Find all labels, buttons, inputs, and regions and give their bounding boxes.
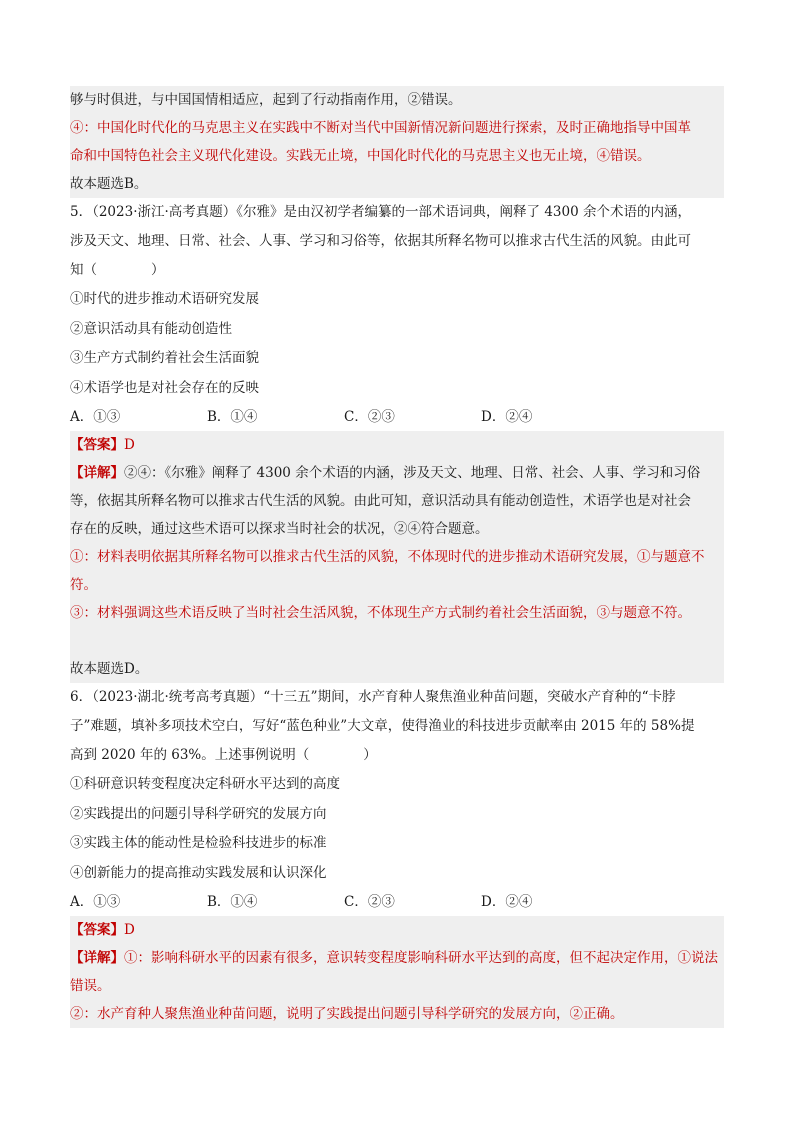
answer-options — [70, 403, 724, 431]
answer-value: D — [124, 437, 135, 453]
question-stem: 高到 2020 年的 63%。上述事例说明（ ） — [70, 747, 377, 763]
explanation-line: ④：中国化时代化的马克思主义在实践中不断对当代中国新情况新问题进行探索，及时正确地指导中国革 — [70, 120, 691, 136]
option-c: C．②③ — [344, 894, 395, 910]
option-d: D．②④ — [481, 409, 533, 425]
detail-line: ①：材料表明依据其所释名物可以推求古代生活的风貌，不体现时代的进步推动术语研究发展，①与题意不 — [70, 549, 705, 565]
conclusion: 故本题选B。 — [70, 176, 148, 192]
option-a: A．①③ — [70, 409, 121, 425]
statement-item: ③实践主体的能动性是检验科技进步的标准 — [70, 835, 327, 851]
question-stem: 5．（2023·浙江·高考真题）《尔雅》是由汉初学者编纂的一部术语词典，阐释了 4300 余个术语的内涵， — [70, 204, 691, 220]
answer-line — [70, 431, 724, 459]
option-d: D．②④ — [481, 894, 533, 910]
detail-line — [70, 944, 724, 972]
question-stem: 涉及天文、地理、日常、社会、人事、学习和习俗等，依据其所释名物可以推求古代生活的风貌。由此可 — [70, 233, 691, 249]
statement-item: ①时代的进步推动术语研究发展 — [70, 291, 259, 307]
statement-item: ④术语学也是对社会存在的反映 — [70, 379, 259, 396]
detail-text: ①：影响科研水平的因素有很多，意识转变程度影响科研水平达到的高度，但不起决定作用，①说法 — [124, 950, 718, 966]
statement-item: ④创新能力的提高推动实践发展和认识深化 — [70, 864, 327, 881]
detail-text: ②④：《尔雅》阐释了 4300 余个术语的内涵，涉及天文、地理、日常、社会、人事、学习和习俗 — [124, 465, 701, 481]
question-stem: 6．（2023·湖北·统考高考真题）“十三五”期间，水产育种人聚焦渔业种苗问题，突破水产育种的“卡脖 — [70, 689, 676, 705]
statement-item: ②实践提出的问题引导科学研究的发展方向 — [70, 805, 327, 822]
question-stem: 知（ ） — [70, 262, 165, 278]
question-5-solution — [70, 431, 724, 683]
detail-line: 错误。 — [70, 978, 111, 994]
detail-line: ②：水产育种人聚焦渔业种苗问题，说明了实践提出问题引导科学研究的发展方向，②正确。 — [70, 1006, 624, 1022]
option-a: A．①③ — [70, 894, 121, 910]
answer-label: 【答案】 — [70, 922, 124, 938]
answer-options — [70, 888, 724, 916]
statement-item: ②意识活动具有能动创造性 — [70, 320, 232, 337]
conclusion: 故本题选D。 — [70, 661, 149, 677]
detail-line: 符。 — [70, 577, 97, 593]
answer-line — [70, 916, 724, 944]
question-5 — [70, 198, 724, 431]
detail-line: 等，依据其所释名物可以推求古代生活的风貌。由此可知，意识活动具有能动创造性，术语学也是对社会 — [70, 493, 691, 509]
detail-line — [70, 459, 724, 487]
detail-line: ③：材料强调这些术语反映了当时社会生活风貌，不体现生产方式制约着社会生活面貌，③与题意不符。 — [70, 605, 691, 621]
explanation-line: 够与时俱进，与中国国情相适应，起到了行动指南作用，②错误。 — [70, 92, 462, 108]
detail-line: 存在的反映，通过这些术语可以探求当时社会的状况，②④符合题意。 — [70, 521, 489, 537]
question-6 — [70, 683, 724, 916]
detail-label: 【详解】 — [70, 465, 124, 481]
blank-line — [70, 627, 724, 655]
option-c: C．②③ — [344, 409, 395, 425]
answer-value: D — [124, 922, 135, 938]
statement-item: ①科研意识转变程度决定科研水平达到的高度 — [70, 776, 340, 792]
option-b: B．①④ — [207, 409, 258, 425]
document-page — [70, 86, 724, 1028]
statement-item: ③生产方式制约着社会生活面貌 — [70, 350, 259, 366]
answer-label: 【答案】 — [70, 437, 124, 453]
option-b: B．①④ — [207, 894, 258, 910]
question-stem: 子”难题，填补多项技术空白，写好“蓝色种业”大文章，使得渔业的科技进步贡献率由 2015 年的 58%提 — [70, 718, 695, 734]
explanation-line: 命和中国特色社会主义现代化建设。实践无止境，中国化时代化的马克思主义也无止境，④错误。 — [70, 148, 651, 164]
detail-label: 【详解】 — [70, 950, 124, 966]
previous-explanation — [70, 86, 724, 198]
question-6-solution — [70, 916, 724, 1028]
